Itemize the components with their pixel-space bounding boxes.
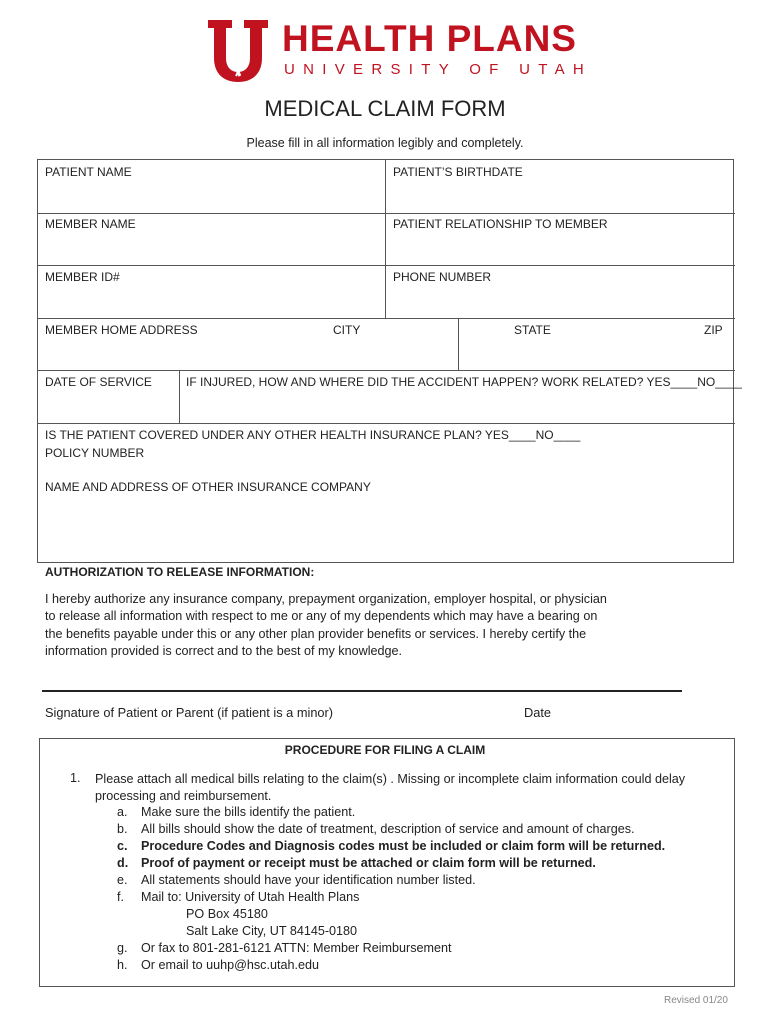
date-label: Date — [524, 705, 552, 720]
brand-subtitle: UNIVERSITY OF UTAH — [284, 61, 593, 78]
authorization-text — [45, 591, 685, 660]
other-insurance-company-field[interactable]: NAME AND ADDRESS OF OTHER INSURANCE COMPANY — [45, 480, 371, 494]
authorization-line: the benefits payable under this or any other plan provider benefits or services. I hereby certify the — [45, 626, 587, 641]
relationship-field[interactable]: PATIENT RELATIONSHIP TO MEMBER — [393, 217, 608, 231]
patient-birthdate-field[interactable]: PATIENT’S BIRTHDATE — [393, 165, 523, 179]
item-text: Mail to: University of Utah Health Plans — [141, 890, 360, 904]
item-key: f. — [117, 890, 124, 904]
item-text: Proof of payment or receipt must be attached or claim form will be returned. — [141, 856, 596, 870]
authorization-line: to release all information with respect to me or any of my dependents which may have a bearing on — [45, 609, 598, 624]
phone-number-field[interactable]: PHONE NUMBER — [393, 270, 492, 284]
authorization-line: information provided is correct and to the best of my knowledge. — [45, 643, 403, 658]
state-field[interactable]: STATE — [514, 323, 551, 337]
item-text: All statements should have your identification number listed. — [141, 873, 476, 887]
item-text: Or email to uuhp@hsc.utah.edu — [141, 958, 320, 972]
authorization-line: I hereby authorize any insurance company, prepayment organization, employer hospital, or physician — [45, 592, 607, 606]
item-key: h. — [117, 958, 128, 972]
item-text: Procedure Codes and Diagnosis codes must be included or claim form will be returned. — [141, 839, 666, 853]
item-text: PO Box 45180 — [186, 907, 268, 921]
item-text: Or fax to 801-281-6121 ATTN: Member Reimbursement — [141, 941, 452, 955]
item-text: Make sure the bills identify the patient. — [141, 805, 356, 819]
step-number: 1. — [70, 771, 81, 785]
page-title: MEDICAL CLAIM FORM — [264, 96, 506, 121]
member-id-field[interactable]: MEMBER ID# — [45, 270, 120, 284]
revision-note: Revised 01/20 — [664, 995, 728, 1006]
zip-field[interactable]: ZIP — [704, 323, 723, 337]
injury-description-field[interactable]: IF INJURED, HOW AND WHERE DID THE ACCIDENT HAPPEN? WORK RELATED? YES____NO____ — [186, 375, 742, 389]
item-text: Salt Lake City, UT 84145-0180 — [186, 924, 358, 938]
item-key: a. — [117, 805, 128, 819]
university-of-utah-logo-icon — [206, 18, 270, 82]
item-key: b. — [117, 822, 128, 836]
signature-line[interactable] — [42, 690, 682, 692]
other-insurance-field[interactable]: IS THE PATIENT COVERED UNDER ANY OTHER HEALTH INSURANCE PLAN? YES____NO____ — [45, 428, 581, 442]
city-field[interactable]: CITY — [333, 323, 361, 337]
item-key: d. — [117, 856, 129, 870]
authorization-heading: AUTHORIZATION TO RELEASE INFORMATION: — [45, 565, 315, 579]
policy-number-field[interactable]: POLICY NUMBER — [45, 446, 145, 460]
item-key: g. — [117, 941, 128, 955]
signature-label: Signature of Patient or Parent (if patient is a minor) — [45, 705, 334, 720]
member-name-field[interactable]: MEMBER NAME — [45, 217, 136, 231]
brand-title: HEALTH PLANS — [282, 18, 577, 59]
step-text: Please attach all medical bills relating to the claim(s) . Missing or incomplete claim information could delay processing and reimbursement. — [95, 772, 686, 803]
claim-form-table — [37, 159, 742, 563]
date-of-service-field[interactable]: DATE OF SERVICE — [45, 375, 152, 389]
item-key: c. — [117, 839, 128, 853]
patient-name-field[interactable]: PATIENT NAME — [45, 165, 132, 179]
procedure-heading: PROCEDURE FOR FILING A CLAIM — [284, 743, 486, 757]
home-address-field[interactable]: MEMBER HOME ADDRESS — [45, 323, 198, 337]
item-key: e. — [117, 873, 128, 887]
item-text: All bills should show the date of treatment, description of service and amount of charges. — [141, 822, 635, 836]
instructions-text: Please fill in all information legibly and completely. — [246, 136, 524, 150]
